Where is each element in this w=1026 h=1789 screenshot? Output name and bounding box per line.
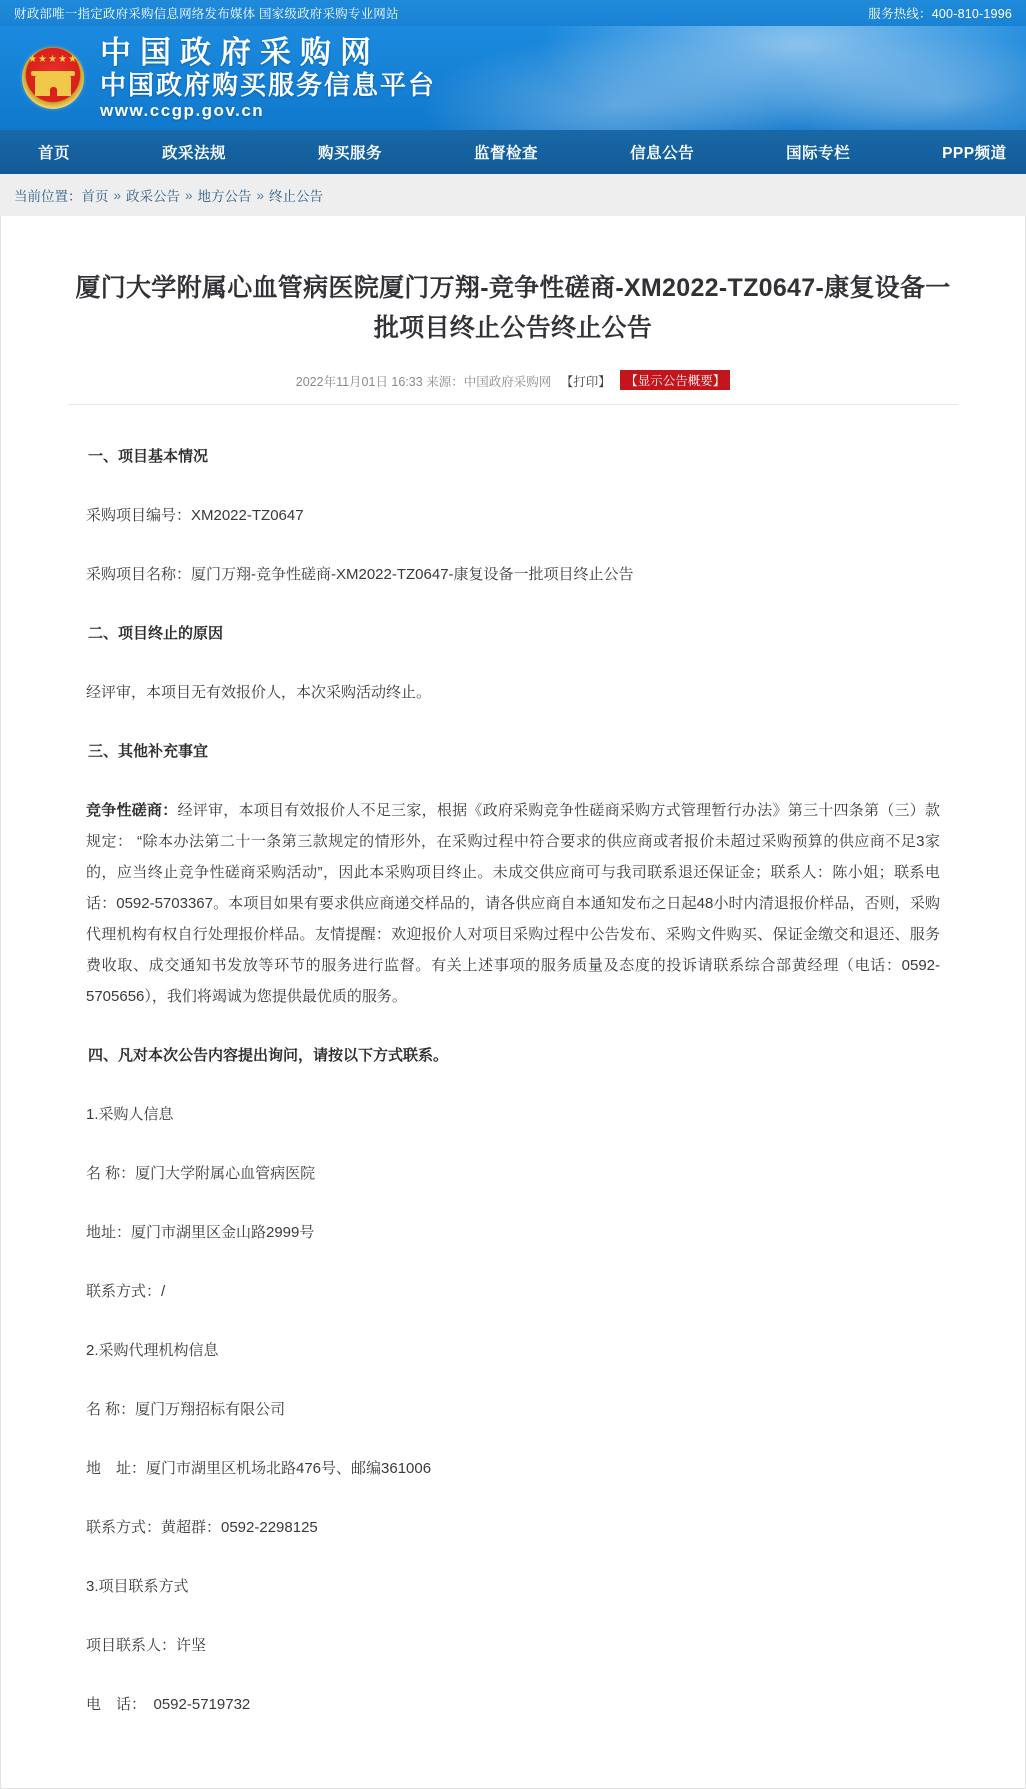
- project-contact-person: 项目联系人：许坚: [86, 1637, 207, 1654]
- emblem-stars: ★★★★★: [28, 54, 78, 65]
- nav-item-services[interactable]: 购买服务: [318, 145, 383, 162]
- project-contact-phone: 电 话： 0592-5719732: [86, 1696, 251, 1713]
- project-contact-heading: 3.项目联系方式: [86, 1578, 189, 1595]
- agency-info-heading: 2.采购代理机构信息: [86, 1342, 219, 1359]
- top-info-bar: [0, 0, 1026, 26]
- nav-item-notices[interactable]: 信息公告: [630, 145, 695, 162]
- breadcrumb-separator-3: »: [256, 187, 265, 203]
- nav-item-regulations[interactable]: 政采法规: [162, 145, 227, 162]
- emblem-gate: [35, 76, 71, 96]
- breadcrumb-prefix: 当前位置：: [14, 189, 82, 204]
- termination-reason: 经评审，本项目无有效报价人，本次采购活动终止。: [86, 684, 432, 701]
- breadcrumb-item-local[interactable]: 地方公告: [197, 189, 252, 204]
- logo-subtitle: 中国政府购买服务信息平台: [100, 69, 437, 100]
- nav-item-international[interactable]: 国际专栏: [786, 145, 851, 162]
- section-heading-3: 三、其他补充事宜: [88, 743, 209, 760]
- agency-address: 地 址：厦门市湖里区机场北路476号、邮编361006: [86, 1460, 432, 1477]
- main-navigation: [0, 130, 1026, 174]
- breadcrumb-separator-2: »: [185, 187, 193, 203]
- breadcrumb-item-announcements[interactable]: 政采公告: [126, 189, 181, 204]
- page-title: 厦门大学附属心血管病医院厦门万翔-竞争性磋商-XM2022-TZ0647-康复设备一批项目终止公告终止公告: [75, 274, 951, 342]
- section-heading-4: 四、凡对本次公告内容提出询问，请按以下方式联系。: [88, 1047, 449, 1064]
- supplementary-body: 经评审，本项目有效报价人不足三家，根据《政府采购竞争性磋商采购方式管理暂行办法》第三十四条第（三）款规定： “除本办法第二十一条第三款规定的情形外，在采购过程中符合要求的供应商或者报价未超过采购预算的供应商不足3家的，应当终止竞争性磋商采购活动”，因此本采购项目终止。未成交供应商可与我司联系退还保证金；联系人：陈小姐；联系电话：0592-5703367。本项目如果有要求供应商递交样品的，请各供应商自本通知发布之日起48小时内清退报价样品，否则，采购代理机构有权自行处理报价样品。友情提醒：欢迎报价人对项目采购过程中公告发布、采购文件购买、保证金缴交和退还、服务费收取、成交通知书发放等环节的服务进行监督。有关上述事项的服务质量及态度的投诉请联系综合部黄经理（电话：0592-5705656），我们将竭诚为您提供最优质的服务。: [86, 802, 940, 1005]
- article-meta: [68, 370, 958, 405]
- breadcrumb-item-home[interactable]: 首页: [81, 189, 109, 204]
- agency-contact: 联系方式：黄超群：0592-2298125: [86, 1519, 318, 1536]
- section-heading-2: 二、项目终止的原因: [88, 625, 224, 642]
- project-name: 采购项目名称：厦门万翔-竞争性磋商-XM2022-TZ0647-康复设备一批项目终止公告: [86, 566, 634, 583]
- service-hotline: 服务热线：400-810-1996: [868, 7, 1012, 21]
- site-slogan: 财政部唯一指定政府采购信息网络发布媒体 国家级政府采购专业网站: [14, 7, 399, 21]
- logo-title: 中国政府采购网: [100, 34, 380, 70]
- show-summary-button[interactable]: 【显示公告概要】: [620, 370, 730, 390]
- project-number: 采购项目编号：XM2022-TZ0647: [86, 507, 304, 524]
- nav-item-inspection[interactable]: 监督检查: [474, 145, 539, 162]
- breadcrumb-item-current: 终止公告: [269, 189, 324, 204]
- buyer-address: 地址：厦门市湖里区金山路2999号: [86, 1224, 315, 1241]
- logo-url: www.ccgp.gov.cn: [100, 100, 265, 120]
- supplementary-paragraph: [86, 795, 940, 1012]
- publish-datetime: 2022年11月01日 16:33: [295, 375, 423, 389]
- supplementary-label: 竞争性磋商：: [86, 802, 178, 819]
- breadcrumb-separator-1: »: [113, 187, 122, 203]
- print-button[interactable]: 【打印】: [560, 375, 611, 389]
- national-emblem-icon: [22, 47, 84, 109]
- breadcrumb: [0, 174, 1026, 216]
- nav-item-home[interactable]: 首页: [38, 145, 71, 162]
- site-logo[interactable]: [100, 36, 436, 121]
- section-heading-1: 一、项目基本情况: [88, 448, 209, 465]
- article-body: [68, 405, 958, 1720]
- article-page: [0, 216, 1026, 1789]
- agency-name: 名 称：厦门万翔招标有限公司: [86, 1401, 286, 1418]
- site-banner: [0, 26, 1026, 130]
- buyer-contact: 联系方式：/: [86, 1283, 166, 1300]
- nav-item-ppp[interactable]: PPP频道: [942, 145, 1007, 162]
- article-source: 来源：中国政府采购网: [426, 375, 552, 389]
- buyer-name: 名 称：厦门大学附属心血管病医院: [86, 1165, 316, 1182]
- buyer-info-heading: 1.采购人信息: [86, 1106, 174, 1123]
